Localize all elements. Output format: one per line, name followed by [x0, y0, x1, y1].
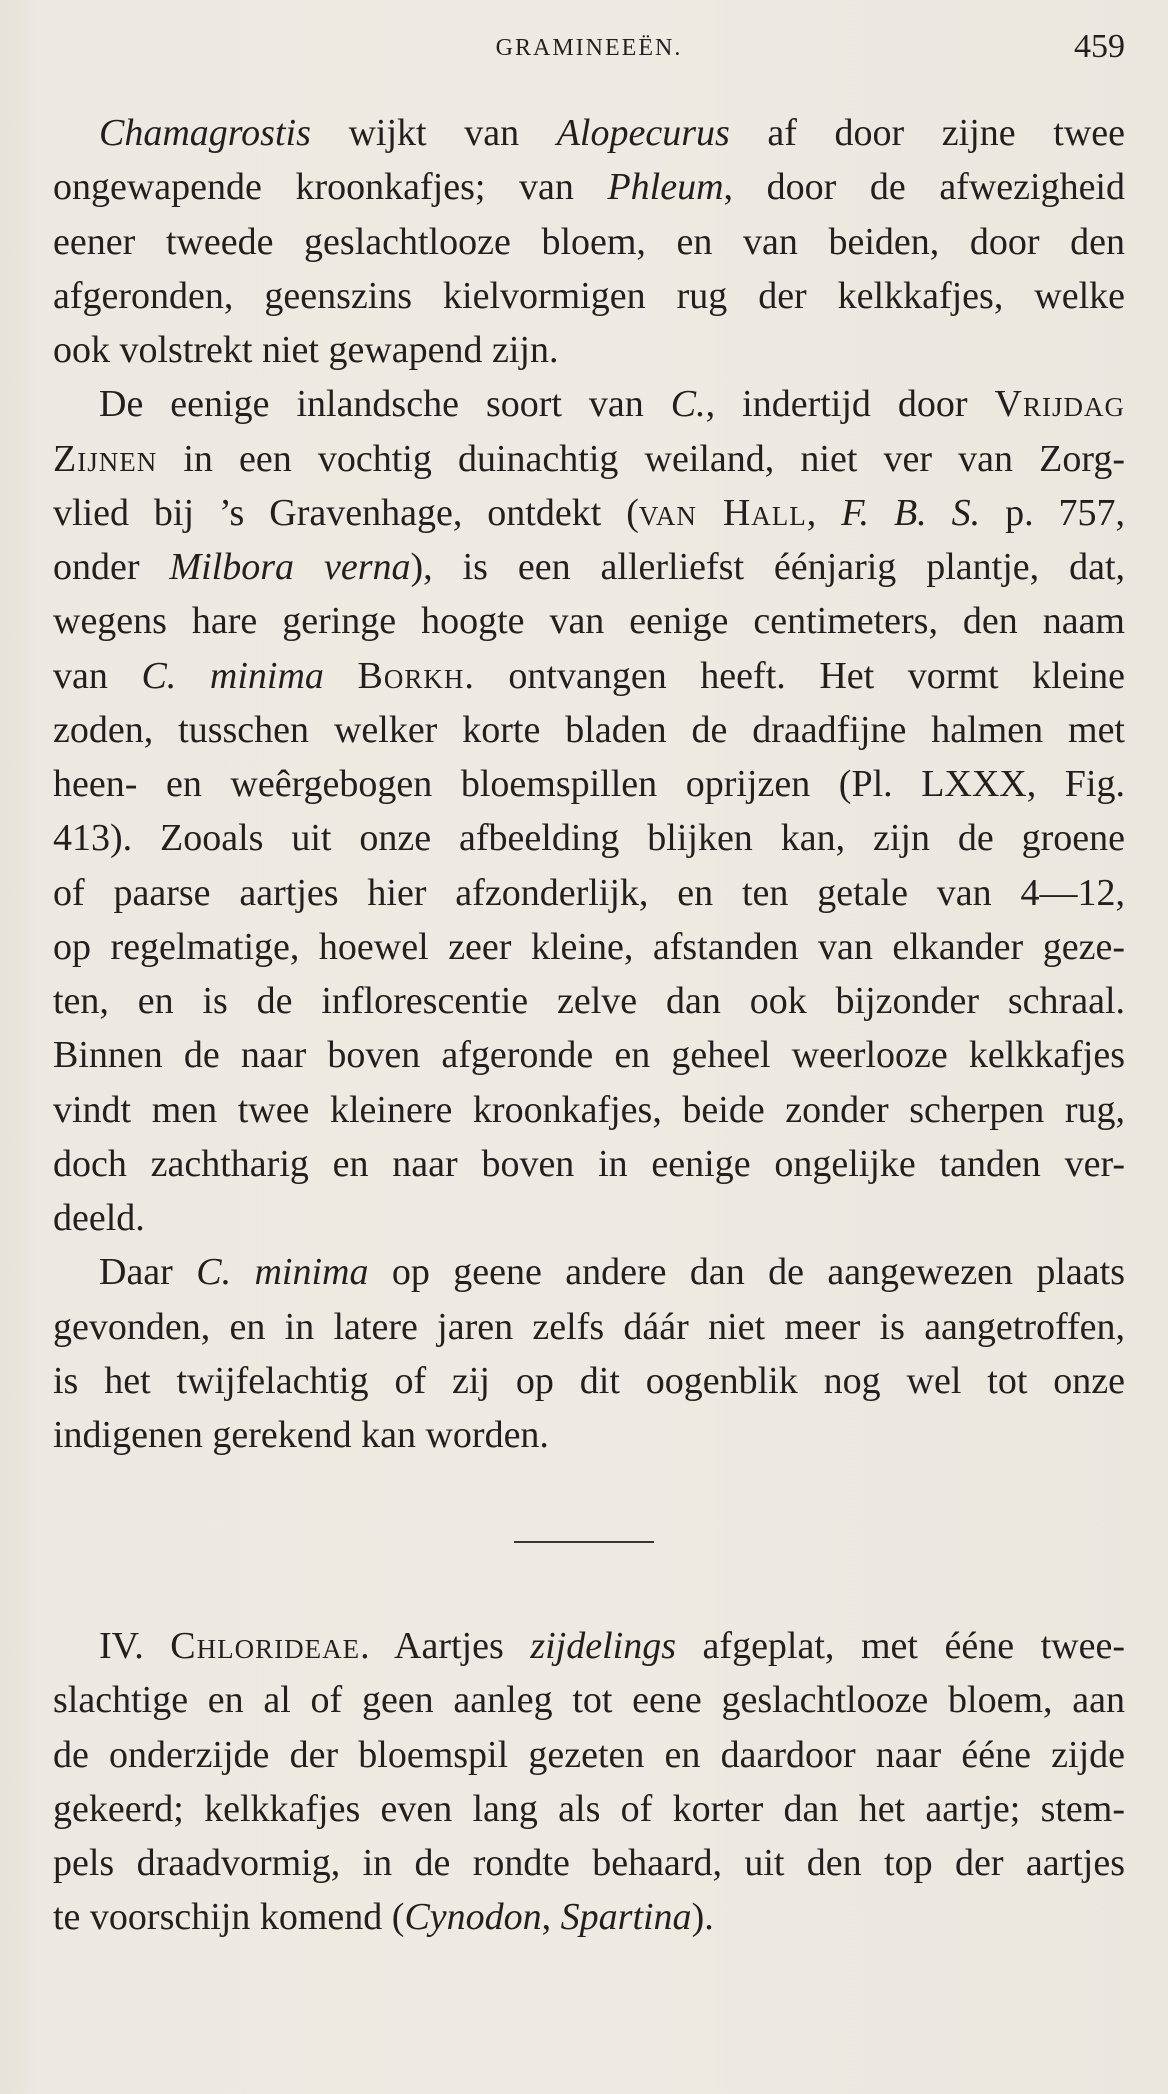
- paragraph: [53, 1245, 1125, 1462]
- text-run: ,: [806, 491, 842, 534]
- section-divider: [514, 1541, 654, 1543]
- italic-text: Spartina: [560, 1896, 692, 1939]
- text-run: ).: [691, 1896, 714, 1939]
- text-line: [53, 1191, 1125, 1245]
- text-line: [53, 432, 1125, 486]
- text-run: ook volstrekt niet gewapend zijn.: [53, 329, 559, 371]
- paragraph: [53, 377, 1125, 1245]
- text-line: [53, 1245, 1125, 1299]
- text-line: [53, 866, 1125, 920]
- italic-text: Phleum: [607, 166, 724, 209]
- text-line: [53, 377, 1125, 431]
- text-line: [53, 160, 1125, 214]
- text-line: [53, 1728, 1125, 1782]
- small-caps-text: Borkh.: [357, 654, 475, 697]
- italic-text: Chamagrostis: [99, 112, 311, 154]
- text-run: Daar: [99, 1251, 197, 1294]
- text-run: afgeplat, met ééne twee-: [676, 1625, 1126, 1667]
- text-run: indigenen gerekend kan worden.: [53, 1414, 549, 1456]
- text-line: [53, 269, 1125, 323]
- text-run: 413). Zooals uit onze afbeelding blijken kan, zijn de groene: [53, 817, 1125, 860]
- text-run: ongewapende kroonkafjes; van: [53, 166, 608, 209]
- page-number: 459: [1074, 28, 1125, 65]
- italic-text: Cynodon: [404, 1896, 542, 1939]
- text-line: [53, 920, 1125, 974]
- text-run: vlied bij ’s Gravenhage, ontdekt (: [53, 491, 639, 534]
- running-title: GRAMINEEËN.: [495, 35, 683, 61]
- italic-text: C. minima: [141, 654, 324, 697]
- text-run: heen- en weêrgebogen bloemspillen oprijzen (Pl. LXXX, Fig.: [53, 763, 1125, 805]
- text-line: [53, 1408, 1125, 1462]
- text-run: op regelmatige, hoewel zeer kleine, afstanden van elkander geze-: [53, 925, 1125, 968]
- italic-text: F. B. S.: [841, 491, 981, 534]
- text-run: de onderzijde der bloemspil gezeten en daardoor naar ééne zijde: [53, 1733, 1125, 1776]
- text-run: pels draadvormig, in de rondte behaard, uit den top der aartjes: [53, 1842, 1125, 1884]
- text-line: [53, 703, 1125, 757]
- text-run: in een vochtig duinachtig weiland, niet ver van Zorg-: [157, 437, 1125, 480]
- text-line: [53, 486, 1125, 540]
- text-line: [53, 1890, 1125, 1944]
- text-run: wegens hare geringe hoogte van eenige centimeters, den naam: [53, 600, 1125, 643]
- text-run: gevonden, en in latere jaren zelfs dáár niet meer is aangetroffen,: [53, 1305, 1125, 1348]
- text-line: [53, 1354, 1125, 1408]
- italic-text: Alopecurus: [556, 112, 730, 154]
- text-run: af door zijne twee: [729, 112, 1126, 154]
- text-line: [53, 1028, 1125, 1082]
- text-run: te voorschijn komend (: [53, 1896, 405, 1939]
- text-line: [53, 1083, 1125, 1137]
- text-line: [53, 594, 1125, 648]
- text-run: [324, 655, 358, 697]
- text-run: De eenige inlandsche soort van: [99, 383, 671, 426]
- italic-text: C.: [670, 383, 706, 426]
- text-run: IV.: [99, 1625, 171, 1667]
- section-text: [53, 1619, 1125, 1945]
- text-run: Binnen de naar boven afgeronde en geheel weerlooze kelkkafjes: [53, 1034, 1125, 1077]
- text-line: [53, 1673, 1125, 1727]
- text-run: ,: [541, 1896, 561, 1939]
- text-line: [53, 215, 1125, 269]
- text-line: [53, 106, 1125, 160]
- small-caps-text: Zijnen: [53, 437, 158, 480]
- text-run: is het twijfelachtig of zij op dit oogenblik nog wel tot onze: [53, 1359, 1125, 1402]
- text-line: [53, 1782, 1125, 1836]
- text-run: afgeronden, geenszins kielvormigen rug der kelkkafjes, welke: [53, 274, 1125, 317]
- paragraph: [53, 1619, 1125, 1945]
- text-run: op geene andere dan de aangewezen plaats: [368, 1251, 1125, 1294]
- text-line: [53, 974, 1125, 1028]
- text-line: [53, 323, 1125, 377]
- small-caps-text: Vrijdag: [994, 383, 1125, 426]
- text-line: [53, 811, 1125, 865]
- italic-text: Milbora verna: [169, 546, 411, 588]
- text-line: [53, 649, 1125, 703]
- text-run: zoden, tusschen welker korte bladen de draadfijne halmen met: [53, 708, 1125, 751]
- text-run: wijkt van: [310, 112, 557, 154]
- text-run: van: [53, 654, 142, 697]
- text-run: , door de afwezigheid: [723, 166, 1125, 209]
- text-run: doch zachtharig en naar boven in eenige ongelijke tanden ver-: [53, 1142, 1125, 1185]
- small-caps-text: Chlorideae: [170, 1625, 361, 1667]
- paragraph: [53, 106, 1125, 377]
- text-run: slachtige en al of geen aanleg tot eene geslachtlooze bloem, aan: [53, 1679, 1125, 1722]
- italic-text: zijdelings: [530, 1625, 676, 1667]
- text-line: [53, 540, 1125, 594]
- italic-text: C. minima: [196, 1251, 369, 1294]
- page-header: [53, 26, 1125, 68]
- text-run: of paarse aartjes hier afzonderlijk, en ten getale van 4—12,: [53, 871, 1125, 914]
- text-run: gekeerd; kelkkafjes even lang als of korter dan het aartje; stem-: [53, 1787, 1125, 1830]
- section-text: [53, 106, 1125, 1462]
- text-run: onder: [53, 546, 170, 588]
- text-run: ontvangen heeft. Het vormt kleine: [474, 654, 1125, 697]
- text-run: deeld.: [53, 1197, 145, 1239]
- text-run: . Aartjes: [360, 1625, 531, 1667]
- text-run: , indertijd door: [705, 383, 995, 426]
- text-line: [53, 757, 1125, 811]
- text-line: [53, 1836, 1125, 1890]
- text-run: ten, en is de inflorescentie zelve dan ook bijzonder schraal.: [53, 980, 1125, 1022]
- text-line: [53, 1300, 1125, 1354]
- text-run: eener tweede geslachtlooze bloem, en van beiden, door den: [53, 220, 1125, 263]
- text-line: [53, 1619, 1125, 1673]
- text-line: [53, 1137, 1125, 1191]
- text-run: p. 757,: [980, 491, 1126, 534]
- text-run: vindt men twee kleinere kroonkafjes, beide zonder scherpen rug,: [53, 1088, 1125, 1131]
- text-run: ), is een allerliefst éénjarig plantje, dat,: [410, 546, 1125, 588]
- small-caps-text: van Hall: [638, 491, 807, 534]
